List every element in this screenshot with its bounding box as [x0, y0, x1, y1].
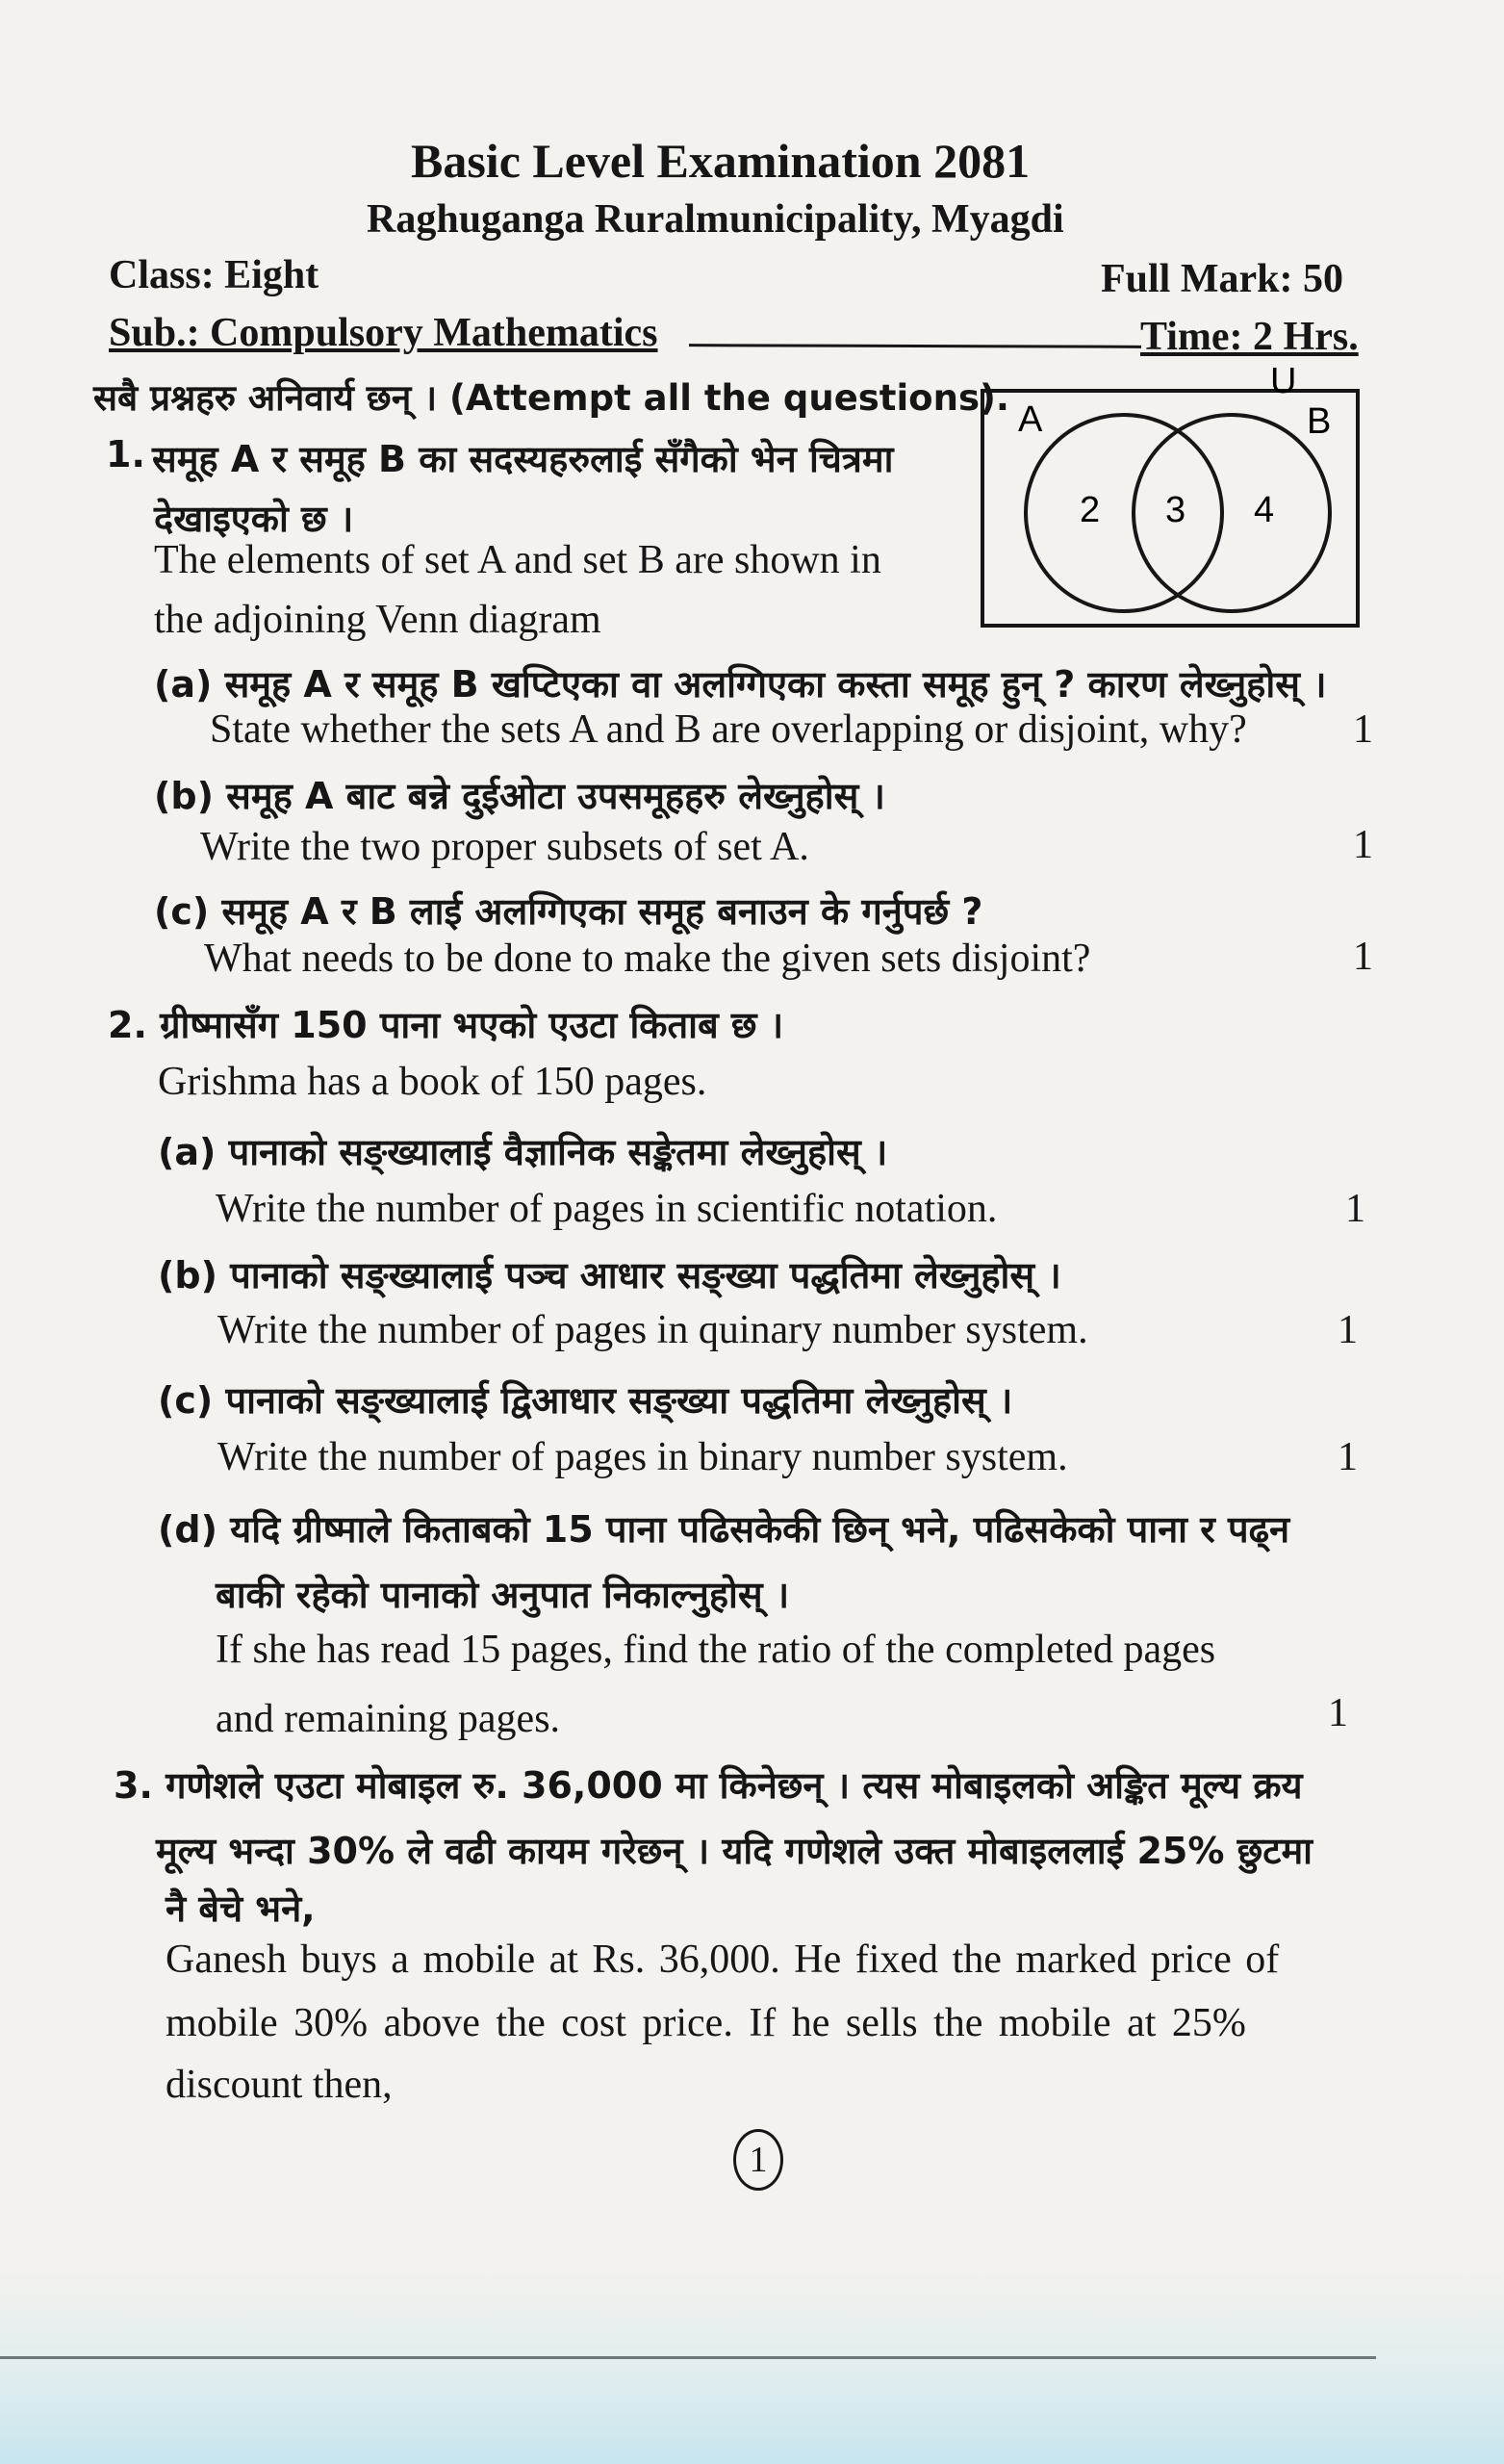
venn-label-b: B: [1307, 401, 1332, 442]
q1a-ne: (a) समूह A र समूह B खप्टिएका वा अलग्गिएका कस्ता समूह हुन् ? कारण लेख्नुहोस् ।: [154, 663, 1327, 706]
q1b-en: Write the two proper subsets of set A.: [200, 825, 809, 869]
q1-ne-line1: समूह A र समूह B का सदस्यहरुलाई सँगैको भेन चित्रमा: [152, 438, 894, 480]
instruction: सबै प्रश्नहरु अनिवार्य छन् । (Attempt all the questions).: [93, 377, 1009, 419]
venn-diagram: [980, 368, 1361, 637]
q3-ne-line1: 3. गणेशले एउटा मोबाइल रु. 36,000 मा किनेछन् । त्यस मोबाइलको अङ्कित मूल्य क्रय: [114, 1764, 1303, 1807]
q2a-ne: (a) पानाको सङ्ख्यालाई वैज्ञानिक सङ्केतमा लेख्नुहोस् ।: [158, 1131, 888, 1173]
venn-region-a-only: 2: [1080, 490, 1101, 530]
q2d-ne-line1: (d) यदि ग्रीष्माले किताबको 15 पाना पढिसकेकी छिन् भने, पढिसकेको पाना र पढ्न: [158, 1508, 1290, 1551]
q1a-en: State whether the sets A and B are overlapping or disjoint, why?: [210, 707, 1247, 752]
q2a-mark: 1: [1345, 1187, 1365, 1231]
q3-en-line3: discount then,: [166, 2063, 393, 2107]
q1-number: 1.: [106, 433, 145, 475]
q2d-ne-line2: बाकी रहेको पानाको अनुपात निकाल्नुहोस् ।: [216, 1574, 790, 1616]
q1c-en: What needs to be done to make the given sets disjoint?: [204, 937, 1091, 981]
q1-en-line2: the adjoining Venn diagram: [154, 598, 601, 642]
venn-label-u: U: [1270, 368, 1297, 401]
time-label: Time: 2 Hrs.: [1140, 315, 1359, 359]
q2-en: Grishma has a book of 150 pages.: [158, 1060, 707, 1104]
page-bottom-tint: [0, 2262, 1504, 2464]
q2d-en-line2: and remaining pages.: [216, 1697, 561, 1741]
q1c-mark: 1: [1353, 935, 1373, 979]
q3-en-line2: mobile 30% above the cost price. If he sells the mobile at 25%: [166, 2001, 1246, 2045]
q2b-en: Write the number of pages in quinary number system.: [217, 1308, 1088, 1352]
venn-circle-a: [1026, 415, 1222, 611]
venn-region-b-only: 4: [1254, 490, 1275, 530]
venn-circle-b: [1134, 415, 1330, 611]
q1b-ne: (b) समूह A बाट बन्ने दुईओटा उपसमूहहरु लेख्नुहोस् ।: [154, 775, 885, 817]
q2c-mark: 1: [1338, 1435, 1358, 1479]
q2c-ne: (c) पानाको सङ्ख्यालाई द्विआधार सङ्ख्या पद्धतिमा लेख्नुहोस् ।: [158, 1379, 1013, 1422]
q1a-mark: 1: [1353, 707, 1373, 752]
q2b-ne: (b) पानाको सङ्ख्यालाई पञ्च आधार सङ्ख्या पद्धतिमा लेख्नुहोस् ।: [158, 1254, 1061, 1296]
q1-en-line1: The elements of set A and set B are shown in: [154, 538, 881, 582]
institution-name: Raghuganga Ruralmunicipality, Myagdi: [367, 197, 1064, 242]
q2c-en: Write the number of pages in binary number system.: [217, 1435, 1068, 1479]
q1c-ne: (c) समूह A र B लाई अलग्गिएका समूह बनाउन के गर्नुपर्छ ?: [154, 890, 983, 933]
page-number: 1: [733, 2129, 783, 2191]
q1b-mark: 1: [1353, 823, 1373, 867]
q2-ne: 2. ग्रीष्मासँग 150 पाना भएको एउटा किताब छ ।: [108, 1004, 784, 1046]
q1-ne-line2: देखाइएको छ ।: [154, 498, 354, 540]
subject-label: Sub.: Compulsory Mathematics: [109, 311, 658, 355]
full-mark-label: Full Mark: 50: [1101, 257, 1343, 301]
class-label: Class: Eight: [109, 253, 319, 297]
q3-ne-line3: नै बेचे भने,: [166, 1887, 316, 1930]
q2b-mark: 1: [1338, 1308, 1358, 1352]
exam-title: Basic Level Examination 2081: [411, 134, 1031, 188]
q3-ne-line2: मूल्य भन्दा 30% ले वढी कायम गरेछन् । यदि गणेशले उक्त मोबाइललाई 25% छुटमा: [156, 1830, 1313, 1872]
header-rule: [689, 344, 1141, 348]
q3-en-line1: Ganesh buys a mobile at Rs. 36,000. He fixed the marked price of: [166, 1938, 1280, 1982]
q2a-en: Write the number of pages in scientific notation.: [216, 1187, 998, 1231]
venn-region-intersection: 3: [1165, 490, 1186, 530]
q2d-en-line1: If she has read 15 pages, find the ratio of the completed pages: [216, 1628, 1216, 1672]
q2d-mark: 1: [1328, 1691, 1348, 1735]
venn-label-a: A: [1018, 399, 1043, 440]
